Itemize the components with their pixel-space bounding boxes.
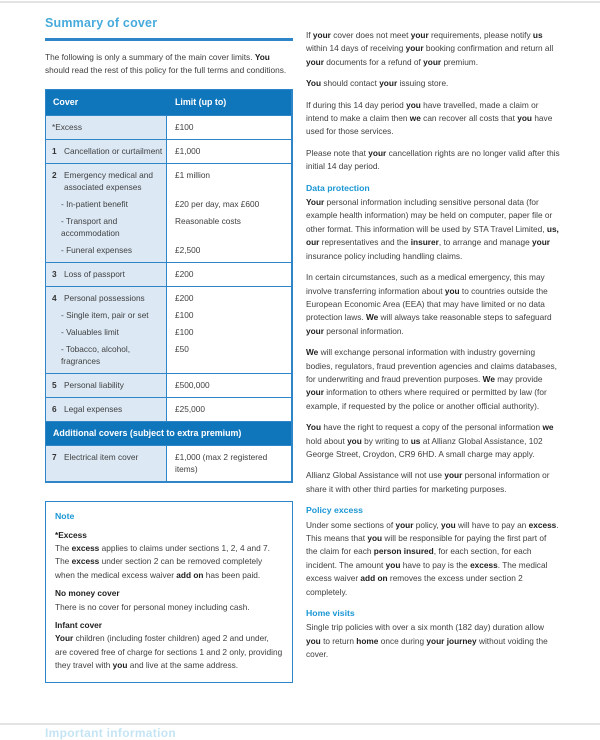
- row-number: 3: [52, 269, 57, 280]
- limit-sub-cell: £100: [175, 327, 194, 338]
- cover-sub-cell: [46, 239, 167, 262]
- cover-label: *Excess: [52, 122, 82, 133]
- additional-table-body: [46, 445, 291, 481]
- table-header-row: [46, 90, 291, 115]
- table-row-line: [46, 210, 291, 239]
- table-row-line: [46, 398, 291, 421]
- note-item-text: The excess applies to claims under sections 1, 2, 4 and 7. The excess under section 2 can be removed completely when the medical excess waiver add on has been paid.: [55, 543, 270, 580]
- cover-cell: [46, 287, 167, 304]
- cover-sub-label: - In-patient benefit: [61, 199, 128, 210]
- row-number: 6: [52, 404, 57, 415]
- section-heading: Policy excess: [306, 505, 363, 516]
- intro-paragraph: The following is only a summary of the main cover limits. You should read the rest of this policy for the full terms and conditions.: [45, 52, 287, 76]
- table-row-line: [46, 321, 291, 338]
- section-heading: Home visits: [306, 608, 355, 619]
- limit-cell: £100: [175, 122, 194, 133]
- summary-of-cover-heading-clipped: [45, 16, 293, 35]
- cover-cell: [46, 164, 167, 193]
- right-column: [306, 0, 560, 730]
- row-number: 5: [52, 380, 57, 391]
- cover-label: Loss of passport: [64, 269, 125, 280]
- paragraph: If your cover does not meet your requirements, please notify us within 14 days of receiving your booking confirmation and return all your documents for a refund of your premium.: [306, 30, 554, 67]
- limit-sub-cell: £20 per day, max £600: [175, 199, 260, 210]
- limit-sub-cell: £100: [175, 310, 194, 321]
- cover-sub-cell: [46, 193, 167, 210]
- cover-label: Cancellation or curtailment: [64, 146, 163, 157]
- cover-limits-table: [45, 89, 293, 483]
- table-row: [46, 139, 291, 163]
- cover-label: Emergency medical and associated expenses: [64, 170, 154, 193]
- paragraph: Please note that your cancellation rights are no longer valid after this initial 14 day period.: [306, 147, 560, 172]
- table-row-line: [46, 193, 291, 210]
- cover-cell: [46, 263, 167, 286]
- limit-cell: £200: [175, 269, 194, 280]
- cover-cell: [46, 116, 167, 139]
- paragraph: Allianz Global Assistance will not use your personal information or share it with other third parties for marketing purposes.: [306, 470, 550, 494]
- cover-cell: [46, 140, 167, 163]
- limit-sub-cell: Reasonable costs: [175, 216, 241, 227]
- column-header-cover: Cover: [53, 96, 79, 107]
- table-row-line: [46, 263, 291, 286]
- paragraph: Single trip policies with over a six month (182 day) duration allow you to return home once during your journey without voiding the cover.: [306, 622, 548, 660]
- table-row: [46, 373, 291, 397]
- paragraph: Your personal information including sensitive personal data (for example health information) may be held on computer, paper file or other format. This information will be used by STA Travel Limited, us, our representatives and the insurer, to arrange and manage your insurance policy including handling claims.: [306, 197, 559, 261]
- table-body: [46, 115, 291, 421]
- table-row: [46, 262, 291, 286]
- table-row: [46, 163, 291, 262]
- limit-cell: £500,000: [175, 380, 210, 391]
- cover-label: Legal expenses: [64, 404, 123, 415]
- table-row-line: [46, 374, 291, 397]
- table-row-line: [46, 140, 291, 163]
- table-row: [46, 286, 291, 373]
- note-item-title: No money cover: [55, 588, 120, 599]
- cover-label: Personal possessions: [64, 293, 145, 304]
- section-heading: Data protection: [306, 182, 370, 193]
- table-row: [46, 115, 291, 139]
- limit-sub-cell: £50: [175, 344, 189, 355]
- limit-cell: £200: [175, 293, 194, 304]
- table-row-line: [46, 304, 291, 321]
- table-row-line: [46, 338, 291, 373]
- note-item-text: Your children (including foster children) aged 2 and under, are covered free of charge for sections 1 and 2 only, providing they travel with you and live at the same address.: [55, 633, 283, 671]
- left-column: [45, 0, 293, 740]
- cover-cell: [46, 398, 167, 421]
- table-row: [46, 445, 291, 481]
- table-row-line: [46, 446, 291, 481]
- limit-cell: £1,000: [175, 146, 201, 157]
- cover-sub-label: - Single item, pair or set: [61, 310, 149, 321]
- page-bottom-edge: [0, 723, 600, 725]
- cover-sub-label: - Funeral expenses: [61, 245, 133, 256]
- cover-cell: [46, 446, 167, 481]
- limit-cell: £1,000 (max 2 registered items): [175, 452, 268, 475]
- row-number: 1: [52, 146, 57, 157]
- table-row-line: [46, 239, 291, 262]
- paragraph: You have the right to request a copy of the personal information we hold about you by writing to us at Allianz Global Assistance, 102 George Street, Croydon, CR9 6HD. A small charge may apply.: [306, 422, 554, 459]
- cover-sub-cell: [46, 321, 167, 338]
- cover-sub-cell: [46, 304, 167, 321]
- cover-sub-label: - Transport and accommodation: [61, 216, 120, 239]
- note-heading: Note: [55, 511, 75, 522]
- row-number: 7: [52, 452, 57, 463]
- heading-rule: [45, 38, 293, 41]
- note-item-text: There is no cover for personal money including cash.: [55, 601, 250, 612]
- column-header-limit: Limit (up to): [175, 96, 227, 107]
- note-box: [45, 501, 293, 682]
- table-row: [46, 397, 291, 421]
- note-item-title: *Excess: [55, 529, 87, 540]
- limit-cell: £25,000: [175, 404, 205, 415]
- table-row-line: [46, 287, 291, 304]
- paragraph: In certain circumstances, such as a medical emergency, this may involve transferring information about you to countries outside the European Economic Area (EEA) that may have limited or no data protection laws. We will always take reasonable steps to safeguard your personal information.: [306, 272, 552, 336]
- paragraph: Under some sections of your policy, you will have to pay an excess. This means that you will be responsible for paying the first part of the claim for each person insured, for each section, for each incident. The amount you have to pay is the excess. The medical excess waiver add on removes the excess under section 2 completely.: [306, 519, 559, 597]
- note-items: [55, 529, 283, 673]
- row-number: 2: [52, 170, 57, 181]
- additional-covers-band: Additional covers (subject to extra premium): [46, 421, 291, 445]
- cover-sub-cell: [46, 338, 167, 373]
- table-row-line: [46, 116, 291, 139]
- cover-sub-label: - Tobacco, alcohol, fragrances: [61, 344, 131, 367]
- table-row-line: [46, 164, 291, 193]
- cover-cell: [46, 374, 167, 397]
- cover-label: Electrical item cover: [64, 452, 139, 463]
- cover-sub-cell: [46, 210, 167, 239]
- important-information-heading-faded: Important information: [45, 725, 176, 740]
- paragraph: You should contact your issuing store.: [306, 78, 449, 89]
- row-number: 4: [52, 293, 57, 304]
- limit-sub-cell: £2,500: [175, 245, 201, 256]
- page-title: Summary of cover: [45, 16, 158, 30]
- limit-cell: £1 million: [175, 170, 211, 181]
- paragraph: We will exchange personal information with industry governing bodies, regulators, fraud prevention agencies and claims databases, for underwriting and fraud prevention purposes. We may provide your information to others where required or permitted by law (for example, if requested by the police or another official authority).: [306, 347, 557, 411]
- note-item-title: Infant cover: [55, 620, 103, 631]
- document-page: [45, 0, 560, 740]
- cover-sub-label: - Valuables limit: [61, 327, 119, 338]
- cover-label: Personal liability: [64, 380, 124, 391]
- paragraph: If during this 14 day period you have travelled, made a claim or intend to make a claim then we can recover all costs that you have used for those services.: [306, 99, 553, 137]
